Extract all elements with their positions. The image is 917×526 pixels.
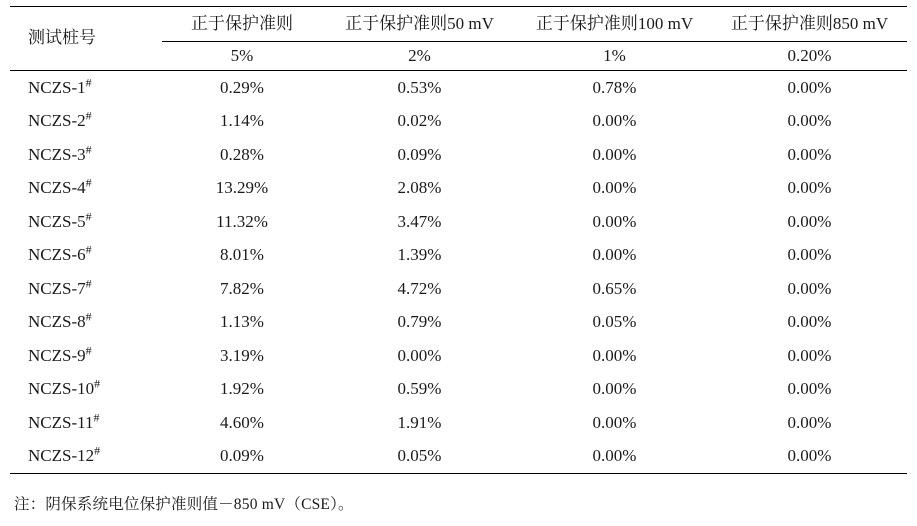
cell-value: 7.82% (220, 278, 264, 298)
cell-value: 1.39% (397, 245, 442, 265)
row-label (10, 138, 162, 172)
cell-value: 0.00% (592, 379, 637, 399)
cell-value: 0.09% (397, 144, 442, 164)
row-label-mark: # (85, 275, 92, 290)
cell-value: 0.00% (787, 379, 832, 399)
row-label-mark: # (85, 208, 92, 223)
cell-value: 0.00% (787, 144, 832, 164)
table-row (10, 138, 907, 172)
cell-value: 0.00% (712, 440, 907, 474)
cell-value: 0.29% (162, 71, 322, 105)
row-label (10, 71, 162, 105)
cell-value: 2.08% (397, 178, 442, 198)
cell-value: 13.29% (215, 178, 269, 198)
cell-value: 0.00% (592, 211, 637, 231)
row-label-mark: # (85, 141, 92, 156)
table-row (10, 205, 907, 239)
cell-value: 0.00% (787, 412, 832, 432)
cell-value: 8.01% (220, 245, 264, 265)
row-label-text: NCZS-6 (28, 245, 86, 265)
cell-value: 0.00% (592, 345, 637, 365)
header-col-2-line1: 正于保护准则50 mV (322, 7, 517, 42)
row-label-text: NCZS-11 (28, 412, 94, 432)
table-row (10, 339, 907, 373)
row-label-mark: # (85, 242, 92, 257)
row-label-text: NCZS-7 (28, 278, 86, 298)
row-label-mark: # (93, 409, 100, 424)
document-page (0, 6, 917, 526)
cell-value: 3.19% (220, 345, 264, 365)
table-note: 注：阴保系统电位保护准则值－850 mV（CSE）。 (14, 496, 354, 513)
row-label-text: NCZS-3 (28, 144, 86, 164)
cell-value: 0.00% (592, 111, 637, 131)
cell-value: 0.78% (517, 71, 712, 105)
cell-value: 0.79% (397, 312, 442, 332)
cell-value: 0.05% (322, 440, 517, 474)
cell-value: 0.00% (592, 245, 637, 265)
cell-value: 0.00% (787, 312, 832, 332)
cell-value: 1.14% (220, 111, 264, 131)
row-label-mark: # (85, 108, 92, 123)
header-col-4-line1: 正于保护准则850 mV (712, 7, 907, 42)
row-label-mark: # (94, 443, 101, 458)
table-row (10, 373, 907, 407)
cell-value: 1.13% (220, 312, 264, 332)
table-row (10, 272, 907, 306)
row-label-mark: # (94, 376, 101, 391)
cell-value: 3.47% (397, 211, 442, 231)
table-row (10, 71, 907, 105)
cell-value: 4.60% (220, 412, 264, 432)
cell-value: 11.32% (216, 211, 268, 231)
row-label (10, 205, 162, 239)
row-label (10, 272, 162, 306)
table-body (10, 71, 907, 474)
row-label (10, 306, 162, 340)
row-label-text: NCZS-12 (28, 446, 95, 466)
header-col-1-line1: 正于保护准则 (162, 7, 322, 42)
table-row (10, 105, 907, 139)
cell-value: 0.00% (787, 178, 832, 198)
header-row-primary (10, 7, 907, 42)
cell-value: 1.91% (397, 412, 442, 432)
cell-value: 0.65% (592, 278, 637, 298)
header-col-2-line2: 2% (408, 45, 431, 65)
header-col-1-line2: 5% (230, 45, 254, 65)
row-label-text: NCZS-5 (28, 211, 86, 231)
cell-value: 0.00% (592, 144, 637, 164)
row-label-mark: # (85, 342, 92, 357)
header-col-3-line2: 1% (603, 45, 626, 65)
table-row (10, 440, 907, 474)
table-row (10, 406, 907, 440)
cell-value: 0.02% (397, 111, 442, 131)
cell-value: 1.92% (220, 379, 264, 399)
cell-value: 0.00% (592, 412, 637, 432)
cell-value: 0.05% (592, 312, 637, 332)
row-label (10, 105, 162, 139)
table-header (10, 7, 907, 71)
header-col-4-line2: 0.20% (787, 45, 832, 65)
cell-value: 0.00% (517, 440, 712, 474)
cell-value: 0.09% (162, 440, 322, 474)
row-label (10, 339, 162, 373)
row-label-text: NCZS-4 (28, 178, 86, 198)
cell-value: 0.28% (220, 144, 264, 164)
table-row (10, 172, 907, 206)
row-label (10, 239, 162, 273)
measurement-table (10, 6, 907, 474)
row-label-text: NCZS-2 (28, 111, 86, 131)
cell-value: 0.53% (322, 71, 517, 105)
table-row (10, 306, 907, 340)
cell-value: 0.00% (787, 211, 832, 231)
cell-value: 4.72% (397, 278, 442, 298)
cell-value: 0.00% (787, 345, 832, 365)
row-label (10, 406, 162, 440)
cell-value: 0.00% (787, 245, 832, 265)
row-label-text: NCZS-1 (28, 77, 86, 97)
row-label (10, 172, 162, 206)
row-label-text: NCZS-9 (28, 345, 86, 365)
cell-value: 0.00% (592, 178, 637, 198)
header-col-3-line1: 正于保护准则100 mV (517, 7, 712, 42)
row-label-text: NCZS-8 (28, 312, 86, 332)
cell-value: 0.00% (787, 278, 832, 298)
row-label (10, 440, 162, 474)
row-label-mark: # (85, 175, 92, 190)
row-label-text: NCZS-10 (28, 379, 95, 399)
row-label-mark: # (85, 74, 92, 89)
row-label-mark: # (85, 309, 92, 324)
cell-value: 0.59% (397, 379, 442, 399)
header-stub: 测试桩号 (10, 7, 162, 71)
cell-value: 0.00% (397, 345, 442, 365)
row-label (10, 373, 162, 407)
cell-value: 0.00% (712, 71, 907, 105)
table-row (10, 239, 907, 273)
cell-value: 0.00% (787, 111, 832, 131)
